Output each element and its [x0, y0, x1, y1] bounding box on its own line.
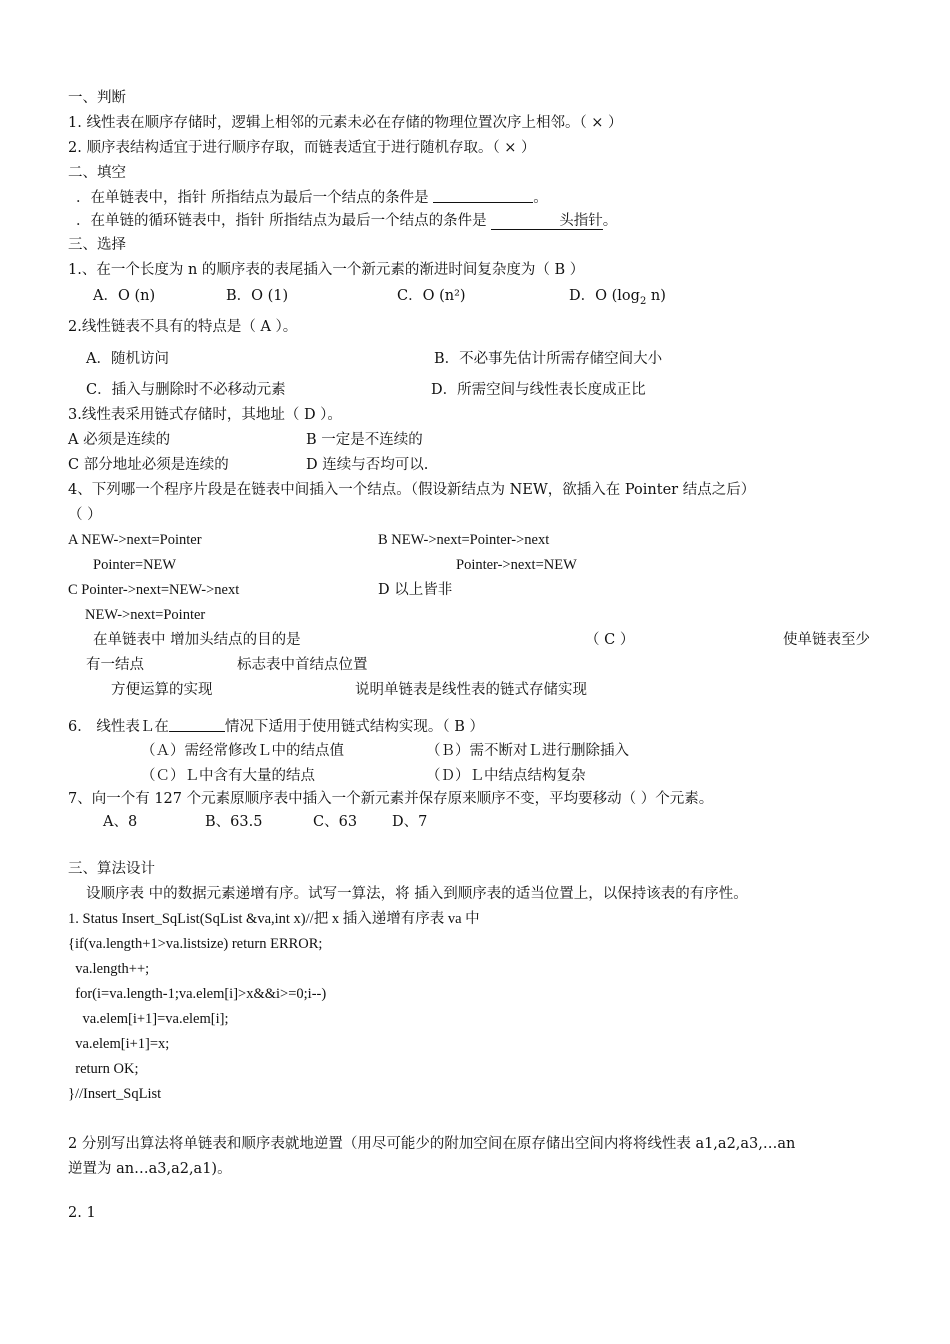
- section-fill-heading: 二、填空: [68, 165, 126, 181]
- q2-option-a: A．随机访问: [86, 351, 169, 367]
- q4-option-d: D 以上皆非: [378, 582, 453, 598]
- q2-option-c: C．插入与删除时不必移动元素: [86, 382, 286, 398]
- q1-option-d-suffix: n): [646, 288, 666, 304]
- q7-stem: 7、向一个有 127 个元素原顺序表中插入一个新元素并保存原来顺序不变，平均要移动（ ）个元素。: [68, 791, 714, 807]
- q5-option-4: 说明单链表是线性表的链式存储实现: [355, 682, 587, 698]
- fill-item-2-text: ．在单链的循环链表中，指针 所指结点为最后一个结点的条件是: [76, 213, 487, 229]
- q5-option-3: 方便运算的实现: [111, 682, 213, 698]
- code-line-4: for(i=va.length-1;va.elem[i]>x&&i>=0;i--): [68, 986, 327, 1002]
- q3-stem: 3.线性表采用链式存储时，其地址（ D ）。: [68, 407, 342, 423]
- q6-option-b: （Ｂ）需不断对Ｌ进行删除插入: [426, 743, 629, 759]
- judge-item-1: 1. 线性表在顺序存储时，逻辑上相邻的元素未必在存储的物理位置次序上相邻。（ × ）: [68, 115, 623, 131]
- q6-blank: [169, 717, 225, 732]
- q5-option-1: 使单链表至少: [783, 632, 870, 648]
- q4-stem: 4、下列哪一个程序片段是在链表中间插入一个结点。（假设新结点为 NEW，欲插入在 Pointer 结点之后）: [68, 482, 756, 498]
- q4-option-a-line2: Pointer=NEW: [93, 557, 177, 573]
- q6-option-c: （Ｃ）Ｌ中含有大量的结点: [141, 768, 315, 784]
- q5-option-2: 标志表中首结点位置: [237, 657, 368, 673]
- code-line-2: {if(va.length+1>va.listsize) return ERROR;: [68, 936, 323, 952]
- q4-stem-2: （ ）: [68, 507, 102, 523]
- q4-option-b-line2: Pointer->next=NEW: [456, 557, 577, 573]
- q2-option-b: B．不必事先估计所需存储空间大小: [434, 351, 663, 367]
- q5-answer: （ C ）: [585, 632, 635, 648]
- fill-item-2: [76, 212, 617, 230]
- q5-option-1-continued: 有一结点: [86, 657, 144, 673]
- code-line-6: va.elem[i+1]=x;: [68, 1036, 170, 1052]
- q5-stem: 在单链表中 增加头结点的目的是: [93, 632, 301, 648]
- q7-option-a: A、8: [103, 814, 138, 830]
- q1-option-d-prefix: D．O (log: [569, 288, 640, 304]
- fill-item-1-end: 。: [533, 190, 548, 206]
- q4-option-b-line1: B NEW->next=Pointer->next: [378, 532, 550, 548]
- q7-option-b: B、63.5: [205, 814, 263, 830]
- q1-option-d: [569, 287, 666, 311]
- fill-item-1: [76, 188, 548, 207]
- q6-stem-suffix: 情况下适用于使用链式结构实现。（ B ）: [224, 719, 484, 735]
- q1-stem: 1.、在一个长度为 n 的顺序表的表尾插入一个新元素的渐进时间复杂度为（ B ）: [68, 262, 585, 278]
- code-line-7: return OK;: [68, 1061, 139, 1077]
- q7-option-c: C、63: [313, 814, 358, 830]
- q2-stem: 2.线性链表不具有的特点是（ A ）。: [68, 319, 298, 335]
- q4-option-c-line2: NEW->next=Pointer: [85, 607, 206, 623]
- q6-option-a: （Ａ）需经常修改Ｌ中的结点值: [141, 743, 344, 759]
- q6-stem: [68, 717, 484, 736]
- judge-item-2: 2. 顺序表结构适宜于进行顺序存取，而链表适宜于进行随机存取。（ × ）: [68, 140, 536, 156]
- q4-option-c-line1: C Pointer->next=NEW->next: [68, 582, 240, 598]
- q4-option-a-line1: A NEW->next=Pointer: [68, 532, 202, 548]
- q1-option-b: B．O (1): [226, 288, 289, 304]
- q1-option-a: A．O (n): [93, 288, 156, 304]
- q6-stem-prefix: 6． 线性表Ｌ在: [68, 719, 169, 735]
- algo-intro: 设顺序表 中的数据元素递增有序。试写一算法，将 插入到顺序表的适当位置上，以保持该表的有序性。: [86, 886, 748, 902]
- fill-item-1-text: ．在单链表中，指针 所指结点为最后一个结点的条件是: [76, 190, 429, 206]
- fill-item-1-blank: [433, 188, 533, 203]
- fill-item-2-answer: 头指针: [491, 213, 603, 230]
- q3-option-a: A 必须是连续的: [68, 432, 171, 448]
- q7-option-d: D、7: [392, 814, 428, 830]
- q3-option-c: C 部分地址必须是连续的: [68, 457, 229, 473]
- code-line-8: }//Insert_SqList: [68, 1086, 162, 1102]
- fill-item-2-end: 。: [602, 213, 618, 229]
- code-line-1: 1. Status Insert_SqList(SqList &va,int x)//把 x 插入递增有序表 va 中: [68, 911, 480, 927]
- q3-option-d: D 连续与否均可以.: [306, 457, 429, 473]
- code-line-5: va.elem[i+1]=va.elem[i];: [68, 1011, 229, 1027]
- q1-option-d-sub: 2: [639, 295, 647, 307]
- section-judge-heading: 一、判断: [68, 90, 126, 106]
- q6-option-d: （Ｄ）Ｌ中结点结构复杂: [426, 768, 586, 784]
- section-algo-heading: 三、算法设计: [68, 861, 155, 877]
- algo-q2-line-1: 2 分别写出算法将单链表和顺序表就地逆置（用尽可能少的附加空间在原存储出空间内将将线性表 a1,a2,a3,…an: [68, 1136, 796, 1152]
- q1-option-c: C．O (n²): [397, 288, 466, 304]
- q3-option-b: B 一定是不连续的: [306, 432, 423, 448]
- code-line-3: va.length++;: [68, 961, 150, 977]
- algo-q2-line-2: 逆置为 an…a3,a2,a1)。: [68, 1161, 232, 1177]
- q2-option-d: D．所需空间与线性表长度成正比: [431, 382, 646, 398]
- algo-q2-1-label: 2. 1: [68, 1205, 96, 1221]
- section-choice-heading: 三、选择: [68, 237, 126, 253]
